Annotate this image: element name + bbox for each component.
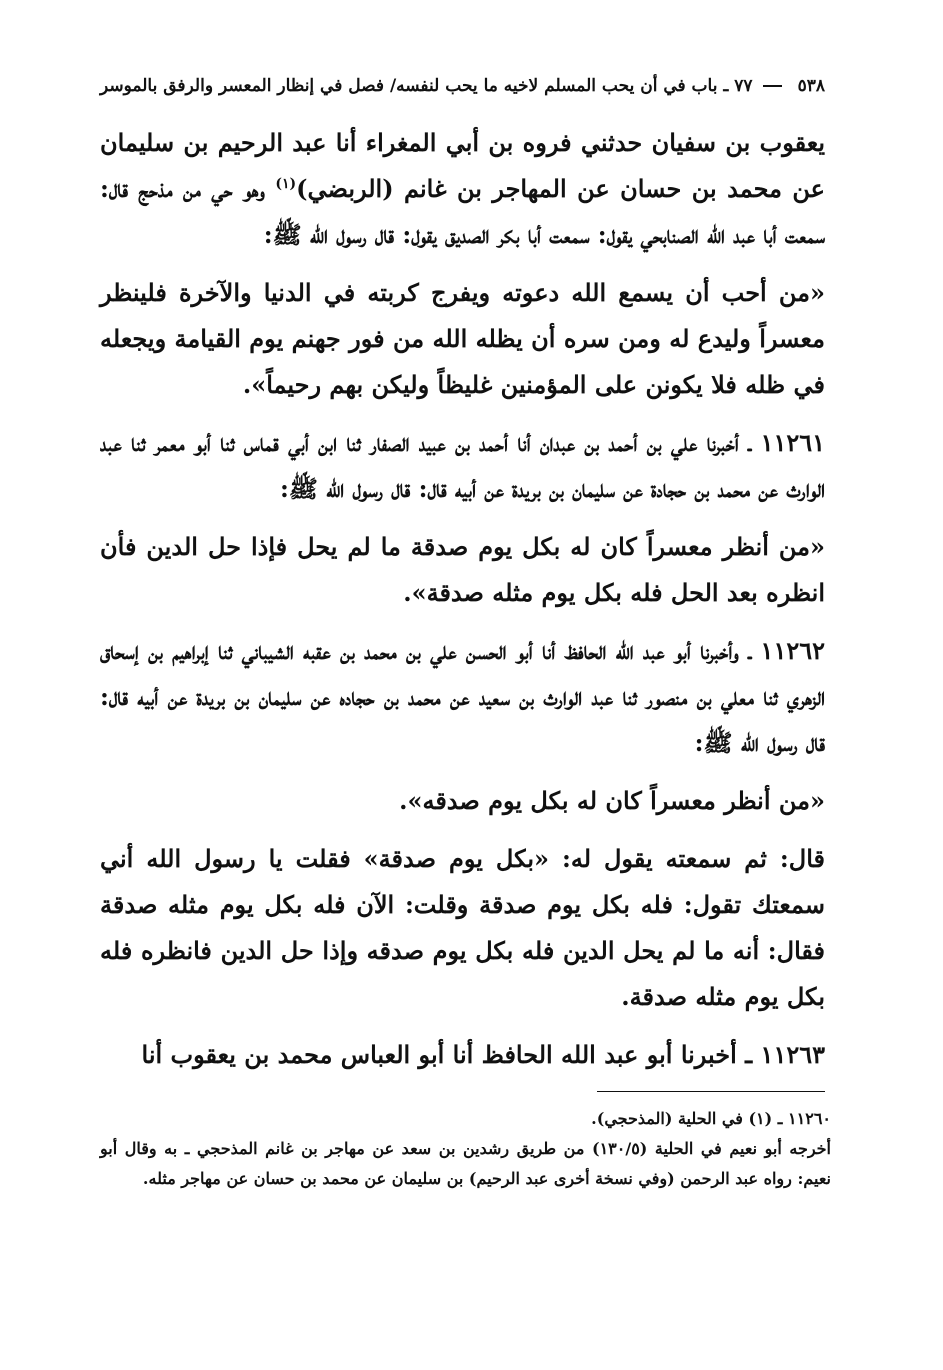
hadith-chain: ١١٢٦٢ ـ وأخبرنا أبو عبد الله الحافظ أنا أبو الحسن علي بن محمد بن عقبه الشيباني ثنا إبراهيم بن إسحاق الزهري ثنا معلي بن منصور ثنا عبد الوارث بن سعيد عن محمد بن حجاده عن سليمان بن بريدة عن أبيه قال: قال رسول الله ﷺ:: [100, 636, 825, 757]
hadith-text: «من أحب أن يسمع الله دعوته ويفرج كربته في الدنيا والآخرة فلينظر معسراً وليدع له ومن سره أن يظله الله من فور جهنم يوم القيامة ويجعله في ظله فلا يكونن على المؤمنين غليظاً وليكن بهم رحيماً».: [100, 278, 825, 399]
footnote: أخرجه أبو نعيم في الحلية (١٣٠/٥) من طريق رشدين بن سعد عن مهاجر بن غانم المذحجي ـ به وقال أبو نعيم: رواه عبد الرحمن (وفي نسخة أخرى عبد الرحيم) بن سليمان عن محمد بن حسان عن مهاجر مثله.: [100, 1139, 832, 1188]
page-number: ٥٣٨: [797, 76, 825, 96]
main-text: [100, 120, 825, 1090]
footnotes: [100, 1104, 831, 1194]
paragraph: يعقوب بن سفيان حدثني فروه بن أبي المغراء أنا عبد الرحيم بن سليمان عن محمد بن حسان عن المهاجر بن غانم (الربضي)$^{(١)}$ وهو حي من مذحج قال: سمعت أبا عبد الله الصنابحي يقول: سمعت أبا بكر الصديق يقول: قال رسول الله ﷺ:: [100, 128, 826, 249]
running-header: [100, 66, 825, 106]
paragraph: قال: ثم سمعته يقول له: «بكل يوم صدقة» فقلت يا رسول الله أني سمعتك تقول: فله بكل يوم صدقة وقلت: الآن فله بكل يوم مثله صدقة فقال: أنه ما لم يحل الدين فله بكل يوم صدقه وإذا حل الدين فانظره فله بكل يوم مثله صدقة.: [100, 844, 826, 1011]
footnote-marker: (١): [275, 176, 297, 192]
hadith-chain: ١١٢٦٣ ـ أخبرنا أبو عبد الله الحافظ أنا أبو العباس محمد بن يعقوب أنا: [141, 1040, 825, 1069]
chapter-title: ٧٧ ـ باب في أن يحب المسلم لاخيه ما يحب لنفسه/ فصل في إنظار المعسر والرفق بالموسر: [100, 76, 753, 96]
header-rule: [763, 85, 782, 87]
footnote-separator: [597, 1091, 825, 1092]
hadith-text: «من أنظر معسراً كان له بكل يوم صدقه».: [399, 786, 825, 815]
footnote: ١١٢٦٠ ـ (١) في الحلية (المذحجي).: [591, 1109, 831, 1128]
hadith-chain: ١١٢٦١ ـ أخبرنا علي بن أحمد بن عبدان أنا أحمد بن عبيد الصفار ثنا ابن أبي قماس ثنا أبو معمر ثنا عبد الوارث عن محمد بن حجادة عن سليمان بن بريدة عن أبيه قال: قال رسول الله ﷺ:: [100, 428, 826, 503]
hadith-text: «من أنظر معسراً كان له بكل يوم صدقة ما لم يحل فإذا حل الدين فأن انظره بعد الحل فله بكل يوم مثله صدقة».: [100, 532, 825, 607]
